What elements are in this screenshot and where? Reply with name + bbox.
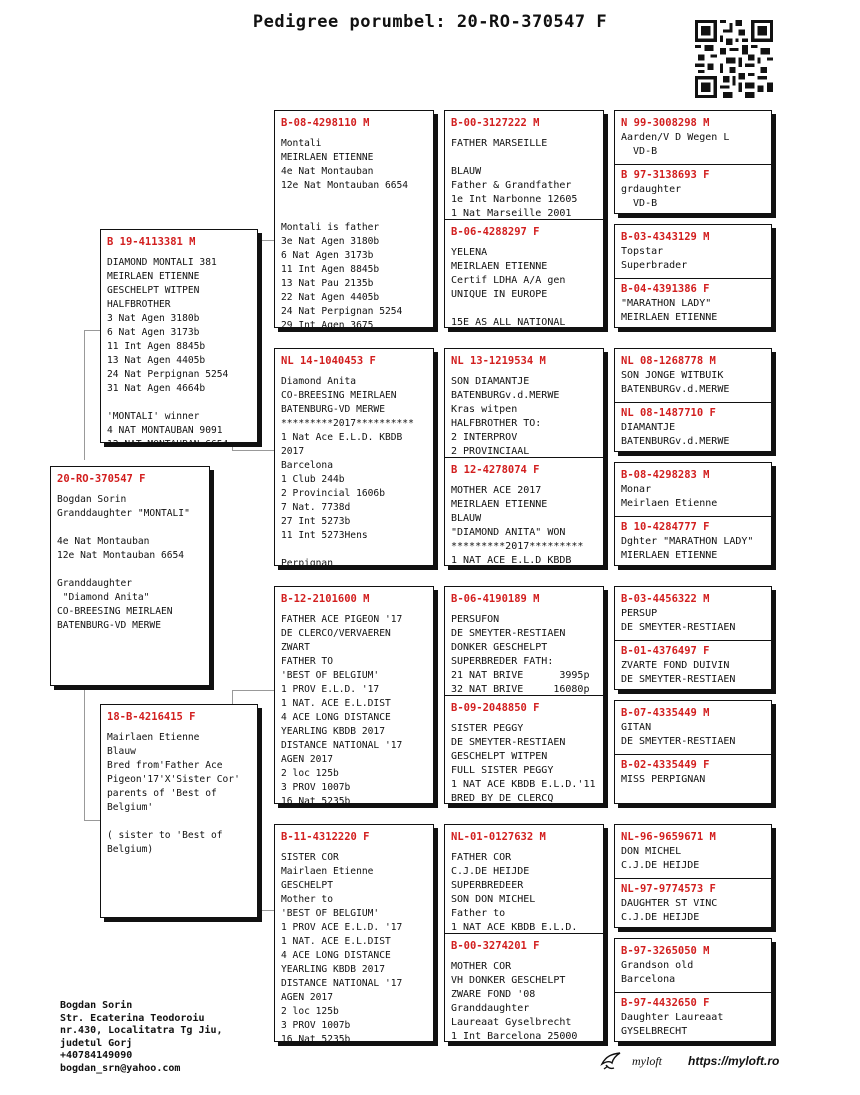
granddam-card (274, 824, 434, 1045)
qr-code-icon (694, 20, 774, 98)
ring-number: B-08-4298283 M (621, 469, 710, 481)
great-grandparent-pair (444, 586, 604, 804)
great-grandparent-pair (444, 110, 604, 328)
gen4-pair (614, 700, 772, 804)
ring-number: N 99-3008298 M (621, 117, 710, 129)
grandsire-card (274, 586, 434, 807)
gen4-pair (614, 824, 772, 928)
mother-card (100, 704, 258, 918)
pigeon-notes: YELENA MEIRLAEN ETIENNE Certif LDHA A/A gen UNIQUE IN EUROPE 15E AS ALL NATIONAL (451, 247, 566, 328)
pigeon-notes: Daughter Laureaat GYSELBRECHT (621, 1012, 724, 1037)
pigeon-notes: MOTHER ACE 2017 MEIRLAEN ETIENNE BLAUW "DIAMOND ANITA" WON *********2017********* 1 NAT ACE E.L.D KBDB (451, 485, 584, 566)
pigeon-notes: grdaughter VD-B (621, 184, 682, 209)
pigeon-notes: SISTER PEGGY DE SMEYTER-RESTIAEN GESCHELPT WITPEN FULL SISTER PEGGY 1 NAT ACE KBDB E.L.D.'11 BRED BY DE CLERCQ (451, 723, 596, 804)
great-grandparent-pair (444, 824, 604, 1042)
ring-number: B 19-4113381 M (107, 236, 196, 248)
pigeon-notes: FATHER COR C.J.DE HEIJDE SUPERBREDEER SON DON MICHEL Father to 1 NAT ACE KBDB E.L.D. (451, 852, 578, 933)
pigeon-notes: FATHER MARSEILLE BLAUW Father & Grandfather 1e Int Narbonne 12605 1 Nat Marseille 2001 (451, 138, 578, 219)
ring-number: NL-01-0127632 M (451, 831, 546, 843)
pigeon-notes: PERSUP DE SMEYTER-RESTIAEN (621, 608, 736, 633)
pigeon-notes: GITAN DE SMEYTER-RESTIAEN (621, 722, 736, 747)
pigeon-notes: MOTHER COR VH DONKER GESCHELPT ZWARE FOND '08 Granddaughter Laureaat Gyselbrecht 1 Int Barcelona 25000 (451, 961, 578, 1042)
pigeon-notes: DIAMOND MONTALI 381 MEIRLAEN ETIENNE GESCHELPT WITPEN HALFBROTHER 3 Nat Agen 3180b 6 Nat Agen 3173b 11 Int Agen 8845b 13 Nat Agen 4405b 24 Nat Perpignan 5254 31 Nat Agen 4664b 'MONTALI' winner 4 NAT MONTAUBAN 9091 12 NAT MONTAUBAN 6654 (107, 257, 229, 450)
gen4-pair (614, 462, 772, 566)
connector-line (84, 330, 85, 460)
gen4-pair (614, 348, 772, 452)
father-card (100, 229, 258, 450)
pigeon-notes: Dghter "MARATHON LADY" MIERLAEN ETIENNE (621, 536, 754, 561)
ring-number: B-09-2048850 F (451, 702, 540, 714)
ring-number: NL 08-1268778 M (621, 355, 716, 367)
website-link[interactable]: https://myloft.ro (688, 1054, 780, 1068)
granddam-card (274, 348, 434, 569)
ring-number: NL-96-9659671 M (621, 831, 716, 843)
ring-number: B-02-4335449 F (621, 759, 710, 771)
ring-number: B-08-4298110 M (281, 117, 370, 129)
ring-number: B-00-3127222 M (451, 117, 540, 129)
ring-number: NL 08-1487710 F (621, 407, 716, 419)
pigeon-notes: DIAMANTJE BATENBURGv.d.MERWE (621, 422, 730, 447)
gen4-pair (614, 110, 772, 214)
pigeon-notes: Aarden/V D Wegen L VD-B (621, 132, 730, 157)
ring-number: NL 13-1219534 M (451, 355, 546, 367)
ring-number: B-03-4456322 M (621, 593, 710, 605)
pigeon-notes: SON JONGE WITBUIK BATENBURGv.d.MERWE (621, 370, 730, 395)
pigeon-notes: MISS PERPIGNAN (621, 774, 706, 785)
brand-logo (600, 1050, 779, 1072)
pigeon-notes: Mairlaen Etienne Blauw Bred from'Father Ace Pigeon'17'X'Sister Cor' parents of 'Best of Belgium' ( sister to 'Best of Belgium) (107, 732, 240, 855)
pigeon-notes: Topstar Superbrader (621, 246, 688, 271)
ring-number: B-04-4391386 F (621, 283, 710, 295)
pigeon-notes: Monar Meirlaen Etienne (621, 484, 718, 509)
ring-number: B-97-4432650 F (621, 997, 710, 1009)
brand-name: myloft (632, 1053, 662, 1068)
ring-number: B-97-3265050 M (621, 945, 710, 957)
ring-number: 20-RO-370547 F (57, 473, 146, 485)
grandsire-card (274, 110, 434, 331)
ring-number: B 10-4284777 F (621, 521, 710, 533)
subject-card (50, 466, 210, 686)
connector-line (232, 450, 276, 451)
pigeon-notes: ZVARTE FOND DUIVIN DE SMEYTER-RESTIAEN (621, 660, 736, 685)
pigeon-notes: SISTER COR Mairlaen Etienne GESCHELPT Mother to 'BEST OF BELGIUM' 1 PROV ACE E.L.D. '17 1 NAT. ACE E.L.DIST 4 ACE LONG DISTANCE YEARLING KBDB 2017 DISTANCE NATIONAL '17 AGEN 2017 2 loc 125b 3 PROV 1007b 16 Nat 5235b (281, 852, 403, 1045)
gen4-pair (614, 586, 772, 690)
ring-number: NL-97-9774573 F (621, 883, 716, 895)
page-title: Pedigree porumbel: 20-RO-370547 F (252, 12, 608, 32)
ring-number: B-06-4190189 M (451, 593, 540, 605)
ring-number: B 12-4278074 F (451, 464, 540, 476)
pigeon-notes: Grandson old Barcelona (621, 960, 694, 985)
ring-number: NL 14-1040453 F (281, 355, 376, 367)
pigeon-notes: Bogdan Sorin Granddaughter "MONTALI" 4e Nat Montauban 12e Nat Montauban 6654 Granddaughter "Diamond Anita" CO-BREESING MEIRLAEN BATENBURG-VD MERWE (57, 494, 190, 631)
pigeon-notes: DAUGHTER ST VINC C.J.DE HEIJDE (621, 898, 718, 923)
owner-address: Bogdan Sorin Str. Ecaterina Teodoroiu nr.430, Localitatra Tg Jiu, judetul Gorj +40784149090 bogdan_srn@yahoo.com (60, 1000, 223, 1074)
pigeon-notes: PERSUFON DE SMEYTER-RESTIAEN DONKER GESCHELPT SUPERBREDER FATH: 21 NAT BRIVE 3995p 32 NAT BRIVE 16080p (451, 614, 590, 695)
gen4-pair (614, 938, 772, 1042)
ring-number: B-07-4335449 M (621, 707, 710, 719)
ring-number: B-01-4376497 F (621, 645, 710, 657)
ring-number: B-06-4288297 F (451, 226, 540, 238)
great-grandparent-pair (444, 348, 604, 566)
ring-number: B-00-3274201 F (451, 940, 540, 952)
pigeon-notes: FATHER ACE PIGEON '17 DE CLERCO/VERVAEREN ZWART FATHER TO 'BEST OF BELGIUM' 1 PROV E.L.D. '17 1 NAT. ACE E.L.DIST 4 ACE LONG DISTANCE YEARLING KBDB 2017 DISTANCE NATIONAL '17 AGEN 2017 2 loc 125b 3 PROV 1007b 16 Nat 5235b (281, 614, 403, 807)
pigeon-notes: "MARATHON LADY" MEIRLAEN ETIENNE (621, 298, 718, 323)
pigeon-notes: Diamond Anita CO-BREESING MEIRLAEN BATENBURG-VD MERWE *********2017********** 1 Nat Ace E.L.D. KBDB 2017 Barcelona 1 Club 244b 2 Provincial 1606b 7 Nat. 7738d 27 Int 5273b 11 Int 5273Hens Perpignan (281, 376, 414, 569)
pigeon-notes: SON DIAMANTJE BATENBURGv.d.MERWE Kras witpen HALFBROTHER TO: 2 INTERPROV 2 PROVINCIAAL (451, 376, 560, 457)
connector-line (84, 690, 85, 820)
myloft-bird-icon (600, 1050, 622, 1072)
ring-number: B 97-3138693 F (621, 169, 710, 181)
pigeon-notes: DON MICHEL C.J.DE HEIJDE (621, 846, 700, 871)
ring-number: 18-B-4216415 F (107, 711, 196, 723)
ring-number: B-03-4343129 M (621, 231, 710, 243)
gen4-pair (614, 224, 772, 328)
pigeon-notes: Montali MEIRLAEN ETIENNE 4e Nat Montauban 12e Nat Montauban 6654 Montali is father 3e Nat Agen 3180b 6 Nat Agen 3173b 11 Int Agen 8845b 13 Nat Pau 2135b 22 Nat Agen 4405b 24 Nat Perpignan 5254 29 Int Agen 3675 (281, 138, 409, 331)
ring-number: B-11-4312220 F (281, 831, 370, 843)
ring-number: B-12-2101600 M (281, 593, 370, 605)
connector-line (232, 690, 276, 691)
